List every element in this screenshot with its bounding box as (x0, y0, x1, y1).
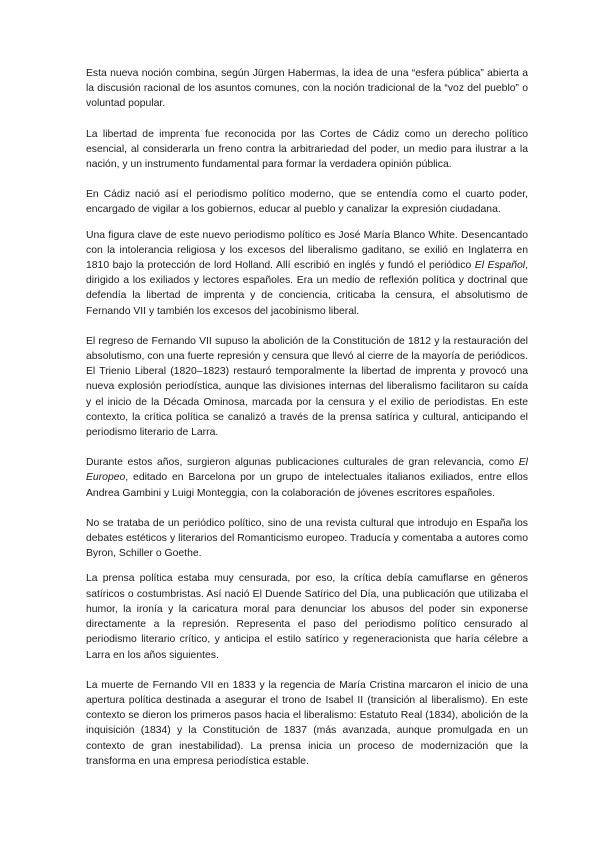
paragraph-text: , editado en Barcelona por un grupo de intelectuales italianos exiliados, entre ellos Andrea Gambini y Luigi Monteggia, con la colaboración de jóvenes escritores españoles. (86, 472, 528, 499)
paragraph-fernando-vii: El regreso de Fernando VII supuso la abolición de la Constitución de 1812 y la restauración del absolutismo, con una fuerte represión y censura que llevó al cierre de la mayoría de periódicos. El Trienio Liberal (1820–1823) restauró temporalmente la libertad de imprenta y provocó una nueva explosión periodística, aunque las divisiones internas del liberalismo facilitaron su caída y el inicio de la Década Ominosa, marcada por la censura y el exilio de periodistas. En este contexto, la crítica política se canalizó a través de la prensa satírica y cultural, anticipando el periodismo literario de Larra. (86, 335, 528, 439)
paragraph-libertad-imprenta: La libertad de imprenta fue reconocida por las Cortes de Cádiz como un derecho político esencial, al considerarla un freno contra la arbitrariedad del poder, un medio para ilustrar a la nación, y un instrumento fundamental para formar la verdadera opinión pública. (86, 128, 528, 171)
periodical-title-el-europeo: El Europeo (86, 457, 528, 484)
paragraph-revista-cultural: No se trataba de un periódico político, sino de una revista cultural que introdujo en España los debates estéticos y literarios del Romanticismo europeo. Traducía y comentaba a autores como Byron, Schiller o Goethe. (86, 517, 528, 560)
paragraph-text: Durante estos años, surgieron algunas publicaciones culturales de gran relevancia, como (86, 457, 519, 469)
paragraph-blanco-white (86, 228, 528, 319)
paragraph-duende-satirico: La prensa política estaba muy censurada, por eso, la crítica debía camuflarse en géneros satíricos o costumbristas. Así nació El Duende Satírico del Día, una publicación que utilizaba el humor, la ironía y la caricatura moral para denunciar los abusos del poder sin exponerse directamente a la represión. Representa el paso del periodismo político censurado al periodismo literario crítico, y anticipa el estilo satírico y regeneracionista que haría célebre a Larra en los años siguientes. (86, 573, 528, 661)
paragraph-text: , dirigido a los exiliados y lectores españoles. Era un medio de reflexión política y doctrinal que defendía la libertad de imprenta y de conciencia, criticaba la censura, el absolutismo de Fernando VII y también los excesos del jacobinismo liberal. (86, 260, 528, 317)
paragraph-el-europeo (86, 455, 528, 501)
periodical-title-el-espanol: El Español (474, 260, 526, 272)
paragraph-maria-cristina: La muerte de Fernando VII en 1833 y la regencia de María Cristina marcaron el inicio de una apertura política destinada a asegurar el trono de Isabel II (transición al liberalismo). En este contexto se dieron los primeros pasos hacia el liberalismo: Estatuto Real (1834), abolición de la inquisición (1834) y la Constitución de 1837 (más avanzada, aunque promulgada en un contexto de gran inestabilidad). La prensa inicia un proceso de modernización que la transforma en una empresa periodística estable. (86, 679, 528, 767)
paragraph-habermas: Esta nueva noción combina, según Jürgen Habermas, la idea de una “esfera pública” abierta a la discusión racional de los asuntos comunes, con la noción tradicional de la “voz del pueblo” o voluntad popular. (86, 68, 528, 110)
paragraph-text: Una figura clave de este nuevo periodismo político es José María Blanco White. Desencantado con la intolerancia religiosa y los excesos del liberalismo gaditano, se exilió en Inglaterra en 1810 bajo la protección de lord Holland. Allí escribió en inglés y fundó el periódico (86, 229, 528, 272)
document-page (86, 66, 528, 769)
paragraph-periodismo-cadiz: En Cádiz nació así el periodismo político moderno, que se entendía como el cuarto poder, encargado de vigilar a los gobiernos, educar al pueblo y canalizar la expresión ciudadana. (86, 189, 528, 216)
